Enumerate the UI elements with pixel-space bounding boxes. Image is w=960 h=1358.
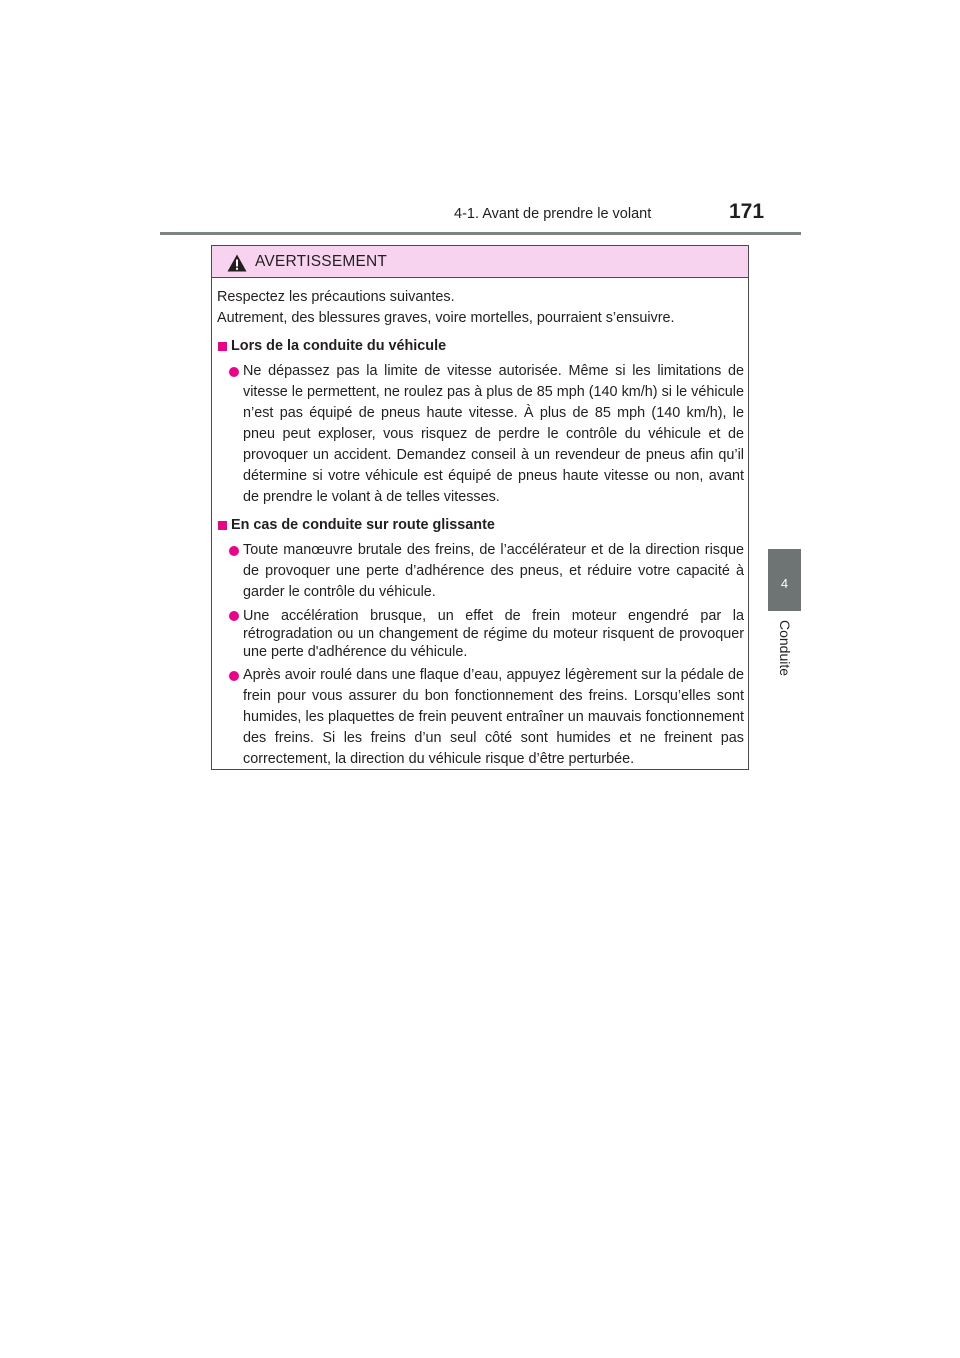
square-bullet-icon <box>218 521 227 530</box>
warning-header <box>212 246 748 278</box>
circle-bullet-icon <box>229 671 239 681</box>
chapter-tab-label: Conduite <box>777 619 793 677</box>
list-item <box>217 665 744 770</box>
list-item-text: Toute manœuvre brutale des freins, de l’accélérateur et de la direction risque de provoquer une perte d’adhérence des pneus, et réduire votre capacité à garder le contrôle du véhicule. <box>243 542 744 600</box>
intro-line: Autrement, des blessures graves, voire mortelles, pourraient s’ensuivre. <box>217 310 675 326</box>
warning-title: AVERTISSEMENT <box>255 253 388 270</box>
section-heading <box>217 336 744 357</box>
list-item-text: Une accélération brusque, un effet de frein moteur engendré par la rétrogradation ou un changement de régime du moteur risquent de provoquer une perte d'adhérence du véhicule. <box>243 608 744 660</box>
section-heading <box>217 515 744 536</box>
chapter-tab-number: 4 <box>780 576 789 591</box>
list-item-text: Ne dépassez pas la limite de vitesse autorisée. Même si les limitations de vitesse le permettent, ne roulez pas à plus de 85 mph (140 km/h) si le véhicule n’est pas équipé de pneus haute vitesse. À plus de 85 mph (140 km/h), le pneu peut exploser, vous risquez de perdre le contrôle du véhicule et de provoquer un accident. Demandez conseil à un revendeur de pneus afin qu’il détermine si votre véhicule est équipé de pneus haute vitesse ou non, avant de prendre le volant à de telles vitesses. <box>243 363 744 505</box>
page-number: 171 <box>729 200 765 223</box>
section-heading-text: En cas de conduite sur route glissante <box>231 517 495 533</box>
circle-bullet-icon <box>229 546 239 556</box>
square-bullet-icon <box>218 342 227 351</box>
warning-box <box>211 245 749 770</box>
section-title: 4-1. Avant de prendre le volant <box>454 206 652 222</box>
circle-bullet-icon <box>229 611 239 621</box>
warning-triangle-icon <box>227 254 247 272</box>
list-item <box>217 540 744 603</box>
warning-body <box>217 287 744 770</box>
list-item <box>217 361 744 508</box>
section-heading-text: Lors de la conduite du véhicule <box>231 338 447 354</box>
list-item <box>217 607 744 661</box>
header-divider <box>160 232 801 235</box>
circle-bullet-icon <box>229 367 239 377</box>
list-item-text: Après avoir roulé dans une flaque d’eau, appuyez légèrement sur la pédale de frein pour vous assurer du bon fonctionnement des freins. Lorsqu’elles sont humides, les plaquettes de frein peuvent entraîner un mauvais fonctionnement des freins. Si les freins d’un seul côté sont humides et ne freinent pas correctement, la direction du véhicule risque d’être perturbée. <box>243 667 744 767</box>
intro-line: Respectez les précautions suivantes. <box>217 289 455 305</box>
